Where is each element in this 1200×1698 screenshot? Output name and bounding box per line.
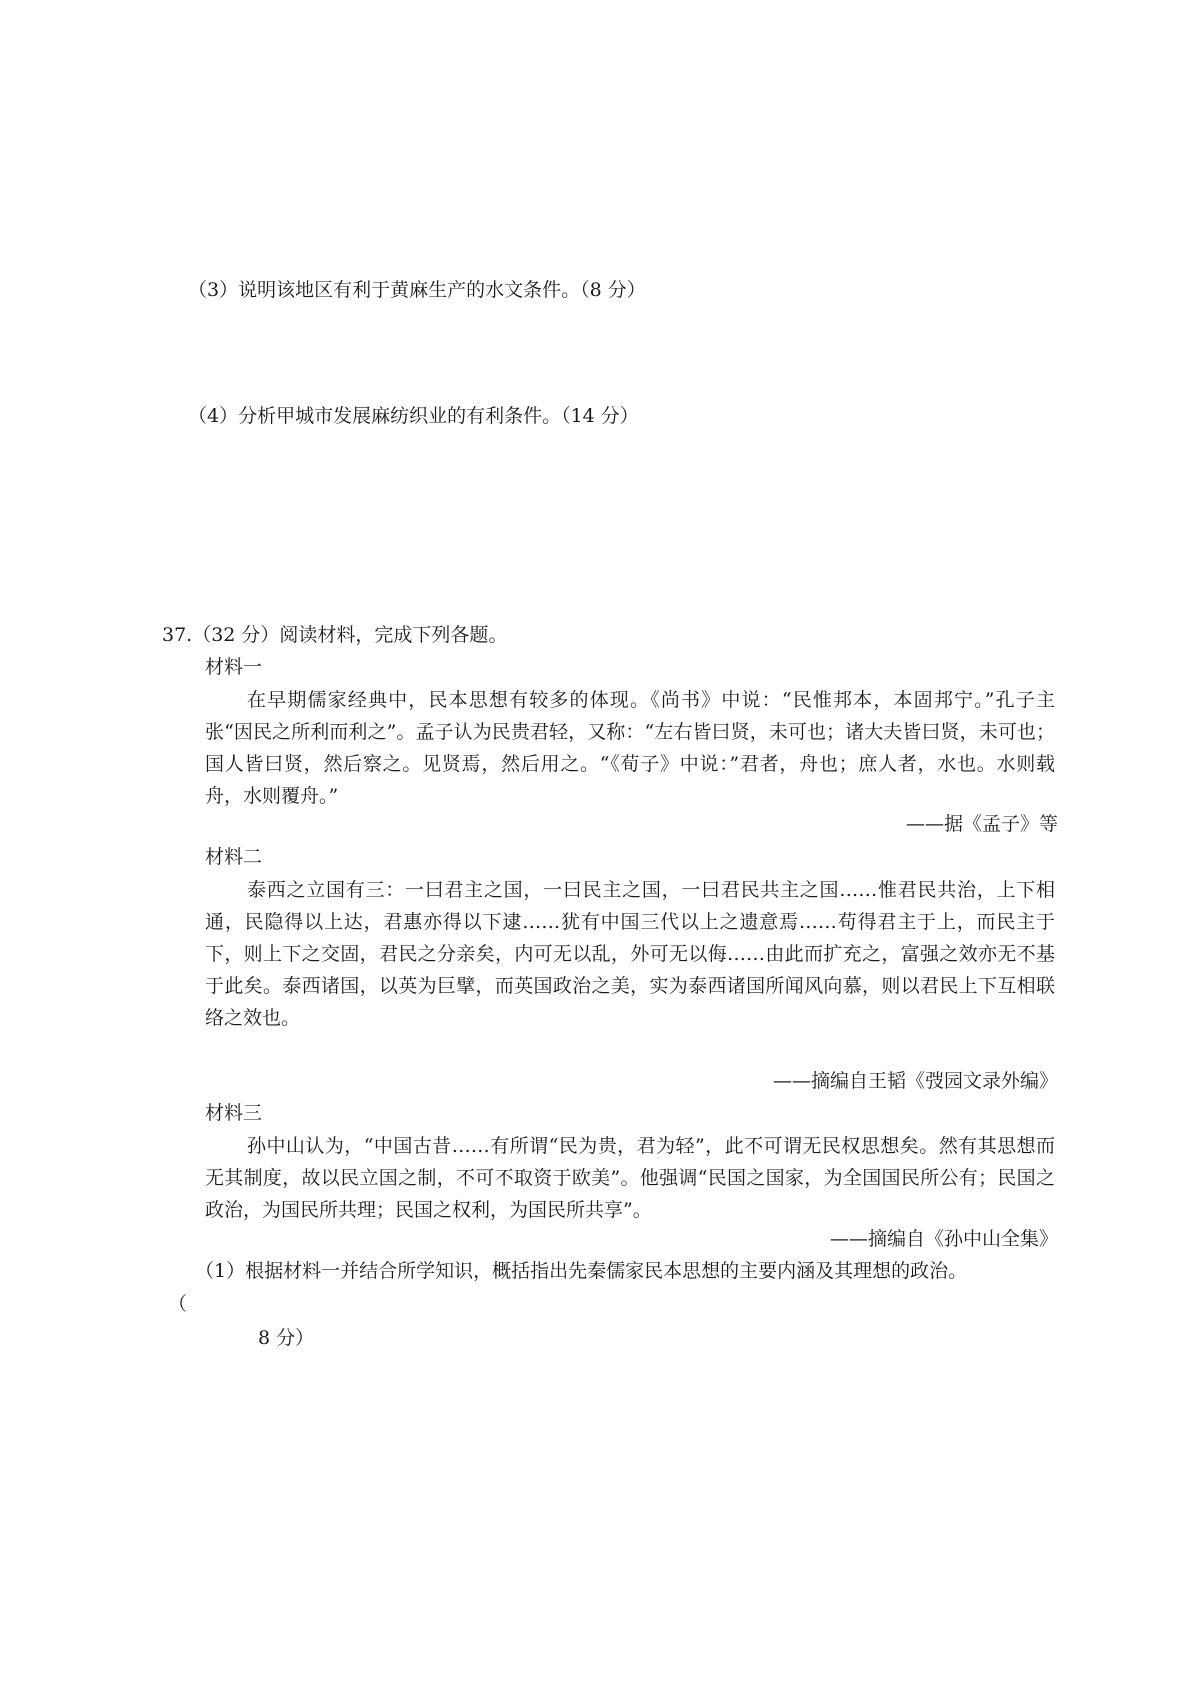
material-3-text: 孙中山认为，“中国古昔……有所谓“民为贵，君为轻”，此不可谓无民权思想矣。然有其思想而无其制度，故以民立国之制，不可不取资于欧美”。他强调“民国之国家，为全国国民所公有；民国之政治，为国民所共理；民国之权利，为国民所共享”。 [205, 1135, 1055, 1221]
material-2-source: ——摘编自王韬《弢园文录外编》 [772, 1070, 1058, 1092]
sub-question-1-line1: （1）根据材料一并结合所学知识，概括指出先秦儒家民本思想的主要内涵及其理想的政治。 [195, 1260, 968, 1282]
question-3: （3）说明该地区有利于黄麻生产的水文条件。（8 分） [188, 279, 646, 301]
material-2-text: 泰西之立国有三：一曰君主之国，一曰民主之国，一曰君民共主之国……惟君民共治，上下相通，民隐得以上达，君惠亦得以下逮……犹有中国三代以上之遗意焉……苟得君主于上，而民主于下，则上下之交固，君民之分亲矣，内可无以乱，外可无以侮……由此而扩充之，富强之效亦无不基于此矣。泰西诸国，以英为巨擘，而英国政治之美，实为泰西诸国所闻风向慕，则以君民上下互相联络之效也。 [205, 879, 1055, 1029]
material-1-source: ——据《孟子》等 [905, 813, 1058, 835]
sub-question-1-line3: 8 分） [258, 1327, 315, 1349]
material-3-source: ——摘编自《孙中山全集》 [829, 1228, 1058, 1250]
sub-question-1-line2: （ [168, 1293, 188, 1315]
material-3-label: 材料三 [205, 1102, 263, 1124]
material-1-text: 在早期儒家经典中，民本思想有较多的体现。《尚书》中说：“民惟邦本，本固邦宁。”孔子主张“因民之所利而利之”。孟子认为民贵君轻，又称：“左右皆曰贤，未可也；诸大夫皆曰贤，未可也；国人皆曰贤，然后察之。见贤焉，然后用之。“《荀子》中说：”君者，舟也；庶人者，水也。水则载舟，水则覆舟。” [205, 689, 1055, 807]
material-1-label: 材料一 [205, 656, 263, 678]
question-4: （4）分析甲城市发展麻纺织业的有利条件。（14 分） [188, 405, 639, 427]
question-37-header: 37.（32 分）阅读材料，完成下列各题。 [162, 624, 508, 646]
material-2-label: 材料二 [205, 846, 263, 868]
